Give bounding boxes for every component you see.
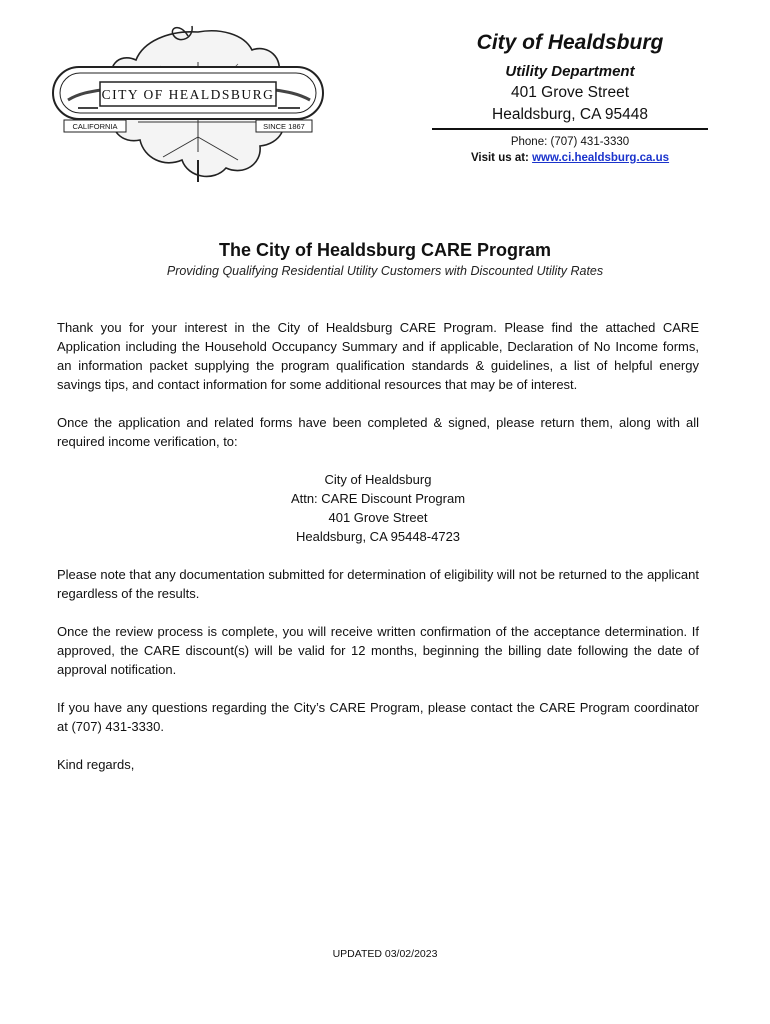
address-line: 401 Grove Street bbox=[328, 510, 428, 525]
paragraph-review-process: Once the review process is complete, you will receive written confirmation of the acceptance determination. If approved, the CARE discount(s) will be valid for 12 months, beginning the billing date following the date of approval notification. bbox=[57, 624, 699, 677]
website-link[interactable]: www.ci.healdsburg.ca.us bbox=[532, 152, 670, 164]
paragraph-intro: Thank you for your interest in the City of Healdsburg CARE Program. Please find the attached CARE Application including the Household Occupancy Summary and if applicable, Declaration of No Income forms, an information packet supplying the program qualification standards & guidelines, a list of helpful energy savings tips, and contact information for some additional resources that may be of interest. bbox=[57, 320, 699, 392]
address-line: Healdsburg, CA 95448-4723 bbox=[295, 529, 461, 544]
address-line: City of Healdsburg bbox=[324, 472, 432, 487]
address-line: Attn: CARE Discount Program bbox=[290, 491, 466, 506]
header-citystate: Healdsburg, CA 95448 bbox=[492, 106, 648, 123]
logo-state-text: CALIFORNIA bbox=[72, 122, 118, 131]
header-visit bbox=[432, 150, 708, 166]
paragraph-return-instructions: Once the application and related forms have been completed & signed, please return them, along with all required income verification, to: bbox=[57, 415, 699, 449]
document-title: The City of Healdsburg CARE Program bbox=[218, 240, 552, 260]
paragraph-documentation-note: Please note that any documentation submitted for determination of eligibility will not be returned to the applicant regardless of the results. bbox=[57, 567, 699, 601]
letter-body bbox=[57, 318, 699, 793]
city-seal-logo bbox=[48, 22, 328, 192]
document-subtitle: Providing Qualifying Residential Utility Customers with Discounted Utility Rates bbox=[166, 264, 604, 278]
updated-date: UPDATED 03/02/2023 bbox=[332, 948, 438, 960]
mailing-address bbox=[57, 470, 699, 546]
closing: Kind regards, bbox=[57, 757, 135, 772]
visit-label: Visit us at: bbox=[470, 152, 533, 164]
header-city: City of Healdsburg bbox=[476, 31, 664, 54]
header-department: Utility Department bbox=[505, 63, 635, 80]
paragraph-contact: If you have any questions regarding the City’s CARE Program, please contact the CARE Program coordinator at (707) 431-3330. bbox=[57, 700, 699, 734]
header-divider bbox=[432, 128, 708, 130]
logo-since-text: SINCE 1867 bbox=[263, 122, 305, 131]
header-street: 401 Grove Street bbox=[510, 84, 630, 101]
logo-city-text: CITY OF HEALDSBURG bbox=[101, 87, 275, 102]
letterhead bbox=[432, 30, 708, 166]
header-phone: Phone: (707) 431-3330 bbox=[510, 136, 630, 148]
